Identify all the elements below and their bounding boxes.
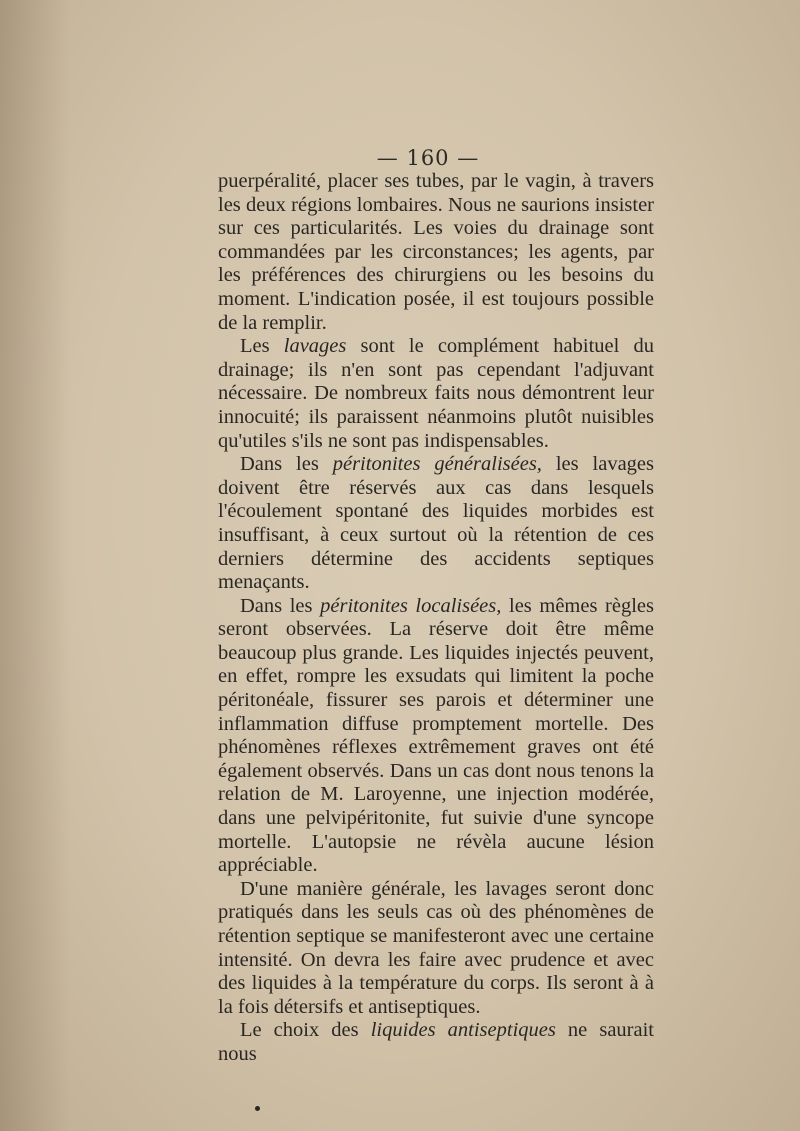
paragraph <box>218 335 654 453</box>
text-run: les mêmes règles seront observées. La réserve doit être même beaucoup plus grande. Les liquides injectés peuvent, en effet, rompre les exsudats qui limitent la poche péritonéale, fissurer ses parois et déterminer une inflammation diffuse promptement mortelle. Des phénomènes réflexes extrêmement graves ont été également observés. Dans un cas dont nous tenons la relation de M. Laroyenne, une injection modérée, dans une pelvipéritonite, fut suivie d'une syncope mortelle. L'autopsie ne révèla aucune lésion appréciable. <box>218 594 654 877</box>
text-run: Dans les <box>240 594 321 617</box>
text-run: sont le complément habituel du drainage; ils n'en sont pas cependant l'adjuvant nécessaire. De nombreux faits nous démontrent leur innocuité; ils paraissent néanmoins plutôt nuisibles qu'utiles s'ils ne sont pas indispensables. <box>218 335 654 452</box>
page-number: — 160 — <box>376 146 480 170</box>
paragraph <box>218 1019 654 1066</box>
paragraph <box>218 453 654 595</box>
text-run: D'une manière générale, les lavages seront donc pratiqués dans les seuls cas où des phénomènes de rétention septique se manifesteront avec une certaine intensité. On devra les faire avec prudence et avec des liquides à la température du corps. Ils seront à à la fois détersifs et antiseptiques. <box>218 877 654 1018</box>
paragraph <box>218 170 654 335</box>
ink-speck <box>255 1106 260 1111</box>
text-run: Dans les <box>240 453 333 476</box>
paragraph <box>218 878 654 1020</box>
italic-term: lavages <box>283 335 347 358</box>
text-run: ne saurait nous <box>218 1019 654 1065</box>
text-run: Le choix des <box>240 1019 371 1042</box>
text-run: Les <box>240 335 284 358</box>
body-text <box>218 170 654 1067</box>
paragraph <box>218 595 654 878</box>
italic-term: péritonites localisées, <box>320 594 502 617</box>
text-run: puerpéralité, placer ses tubes, par le vagin, à travers les deux régions lombaires. Nous ne saurions insister sur ces particularités. Les voies du drainage sont commandées par les circonstances; les agents, par les préférences des chirurgiens ou les besoins du moment. L'indication posée, il est toujours possible de la remplir. <box>218 170 654 334</box>
text-run: les lavages doivent être réservés aux cas dans lesquels l'écoulement spontané des liquides morbides est insuffisant, à ceux surtout où la rétention de ces derniers détermine des accidents septiques menaçants. <box>218 453 655 594</box>
italic-term: liquides antiseptiques <box>370 1019 556 1042</box>
italic-term: péritonites généralisées, <box>332 453 542 476</box>
